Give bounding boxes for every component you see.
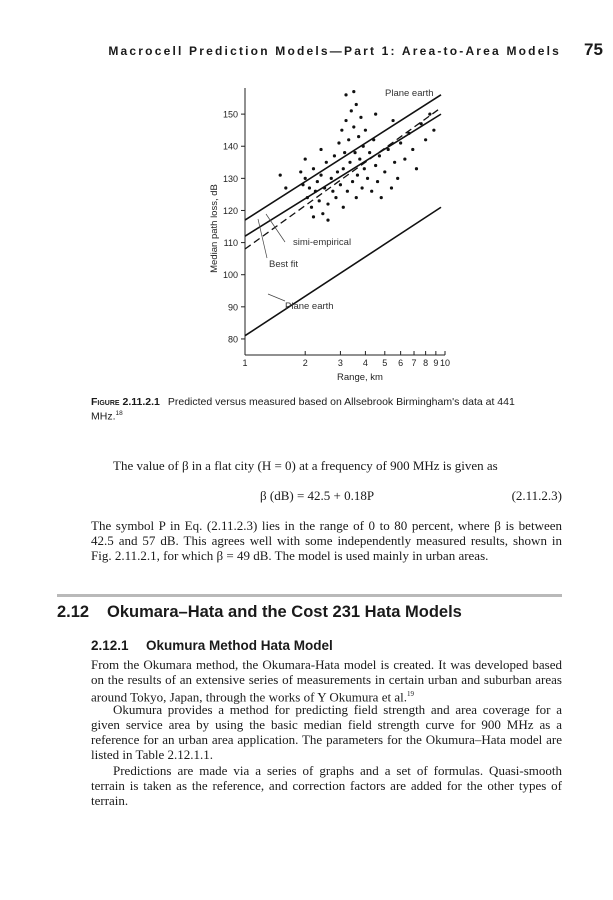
data-point (396, 177, 399, 180)
data-point (350, 109, 353, 112)
y-tick-label: 100 (222, 270, 238, 281)
data-point (316, 180, 319, 183)
data-point (304, 157, 307, 160)
data-point (366, 177, 369, 180)
data-point (337, 141, 340, 144)
data-point (360, 186, 363, 189)
annotation-label: simi-empirical (293, 237, 352, 248)
figure-chart (200, 82, 450, 392)
annotation-leader (268, 294, 285, 301)
data-point (359, 116, 362, 119)
page-number: 75 (584, 40, 603, 59)
data-point (326, 202, 329, 205)
y-axis-label: Median path loss, dB (209, 184, 220, 273)
data-point (331, 190, 334, 193)
data-point (352, 90, 355, 93)
x-tick-label: 6 (398, 358, 404, 368)
section-heading (57, 603, 462, 622)
paragraph-okumura-hata-text: From the Okumara method, the Okumara-Hata model is created. It was developed based on the results of an extensive series of measurements in certain urban and suburban areas around Tokyo, Japan, through the works of Y Okumura et al. (91, 657, 562, 705)
data-point (347, 138, 350, 141)
x-tick-label: 5 (382, 358, 388, 368)
data-point (374, 164, 377, 167)
y-tick-label: 110 (223, 238, 238, 249)
data-point (374, 113, 377, 116)
data-point (336, 170, 339, 173)
data-point (279, 174, 282, 177)
y-tick-label: 150 (222, 109, 238, 120)
data-point (346, 190, 349, 193)
subsection-title: Okumura Method Hata Model (146, 638, 333, 653)
section-divider (57, 594, 562, 597)
paragraph-reference: 19 (406, 690, 414, 698)
data-point (308, 186, 311, 189)
data-point (368, 151, 371, 154)
data-point (319, 174, 322, 177)
paragraph-okumura-method: Okumura provides a method for predicting field strength and area coverage for a given service area by using the basic median field strength curve for 900 MHz as a reference for an urban area application. The parameters for the Okumura–Hata model are listed in Table 2.12.1.1. (91, 702, 562, 762)
figure-caption-text: Predicted versus measured based on Allsebrook Birmingham's data at 441 MHz. (91, 396, 515, 423)
y-tick-label: 90 (227, 302, 238, 313)
data-point (326, 219, 329, 222)
section-title: Okumara–Hata and the Cost 231 Hata Models (107, 603, 462, 621)
figure-label: Figure 2.11.2.1 (91, 396, 160, 408)
data-point (304, 177, 307, 180)
x-axis-label: Range, km (337, 372, 383, 383)
data-point (334, 196, 337, 199)
data-point (391, 119, 394, 122)
data-point (340, 129, 343, 132)
data-point (432, 129, 435, 132)
data-point (355, 103, 358, 106)
data-point (380, 196, 383, 199)
data-point (299, 170, 302, 173)
data-point (321, 212, 324, 215)
data-point (325, 161, 328, 164)
data-point (356, 174, 359, 177)
y-tick-label: 140 (222, 141, 238, 152)
data-point (318, 199, 321, 202)
y-tick-label: 130 (222, 173, 238, 184)
data-point (393, 161, 396, 164)
data-point (411, 148, 414, 151)
x-tick-label: 10 (439, 358, 450, 368)
data-point (364, 129, 367, 132)
paragraph-symbol-p: The symbol P in Eq. (2.11.2.3) lies in the range of 0 to 80 percent, where β is between 42.5 and 57 dB. This agrees well with some independently measured results, shown in Fig. 2.11.2.1, for which β = 49 dB. The model is used mainly in urban areas. (91, 518, 562, 563)
caption-reference: 18 (115, 410, 123, 417)
data-point (330, 177, 333, 180)
y-tick-label: 120 (222, 205, 238, 216)
data-point (390, 186, 393, 189)
data-point (312, 167, 315, 170)
data-point (399, 141, 402, 144)
data-point (415, 167, 418, 170)
data-point (403, 157, 406, 160)
paragraph-okumura-hata (91, 657, 562, 704)
series-line-2 (245, 114, 441, 236)
data-point (424, 138, 427, 141)
series-line-1 (245, 95, 441, 220)
data-point (344, 93, 347, 96)
section-number: 2.12 (57, 603, 90, 621)
data-point (342, 167, 345, 170)
data-point (284, 186, 287, 189)
paragraph-predictions: Predictions are made via a series of graphs and a set of formulas. Quasi-smooth terrain is taken as the reference, and correction factors are added for the other types of terrain. (91, 763, 562, 808)
x-tick-label: 3 (337, 358, 343, 368)
x-tick-label: 1 (242, 358, 248, 368)
equation-number: (2.11.2.3) (511, 488, 562, 503)
equation-row (260, 488, 562, 504)
annotation-label: Plane earth (285, 301, 334, 312)
data-point (310, 206, 313, 209)
data-point (339, 183, 342, 186)
running-head: Macrocell Prediction Models—Part 1: Area-to-Area Models (108, 44, 561, 58)
data-point (352, 125, 355, 128)
data-point (383, 170, 386, 173)
data-point (428, 113, 431, 116)
annotation-label: Plane earth (385, 88, 434, 99)
data-point (357, 135, 360, 138)
x-tick-label: 9 (433, 358, 439, 368)
x-tick-label: 4 (362, 358, 368, 368)
x-tick-label: 2 (302, 358, 308, 368)
data-point (363, 167, 366, 170)
x-tick-label: 8 (423, 358, 429, 368)
data-point (344, 119, 347, 122)
annotation-label: Best fit (269, 259, 299, 270)
data-point (376, 180, 379, 183)
data-point (355, 196, 358, 199)
data-point (343, 151, 346, 154)
data-point (348, 161, 351, 164)
data-point (378, 154, 381, 157)
data-point (353, 151, 356, 154)
subsection-number: 2.12.1 (91, 638, 129, 653)
data-point (319, 148, 322, 151)
data-point (370, 190, 373, 193)
subsection-heading (91, 638, 333, 653)
series-line-3 (245, 108, 441, 249)
x-tick-label: 7 (411, 358, 417, 368)
equation: β (dB) = 42.5 + 0.18P (260, 488, 375, 503)
annotation-leader (266, 214, 285, 242)
data-point (342, 206, 345, 209)
data-point (333, 154, 336, 157)
data-point (351, 180, 354, 183)
y-tick-label: 80 (227, 334, 238, 345)
data-point (312, 215, 315, 218)
figure-caption (91, 396, 531, 423)
data-point (358, 157, 361, 160)
paragraph-beta-intro: The value of β in a flat city (H = 0) at a frequency of 900 MHz is given as (113, 458, 498, 473)
